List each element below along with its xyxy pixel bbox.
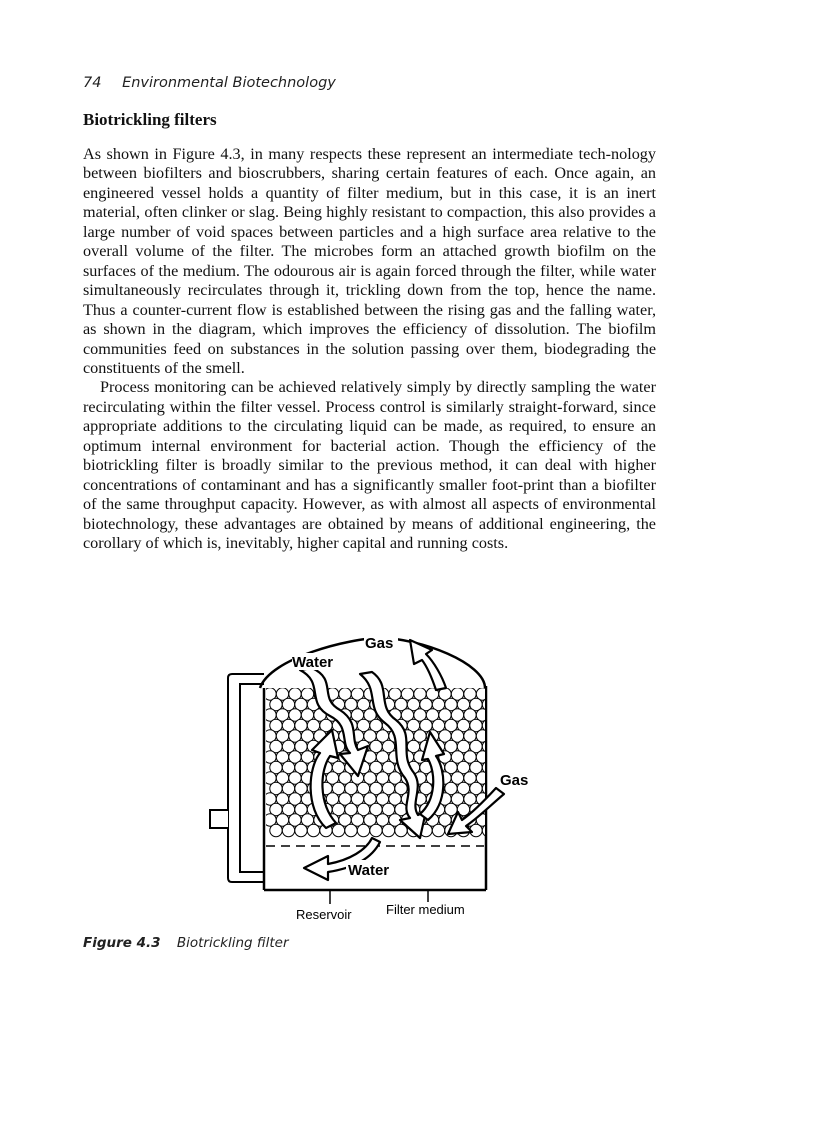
caption-label: Figure 4.3 [83,935,161,951]
medium-particle [332,824,344,836]
caption-text: Biotrickling filter [176,935,289,951]
recirculation-pipe-inner [240,684,264,872]
body-text [83,145,656,554]
medium-particle [295,824,307,836]
medium-particle [482,824,494,836]
medium-particle [270,824,282,836]
figure-caption [83,935,289,951]
medium-particle [307,824,319,836]
paragraph-1: As shown in Figure 4.3, in many respects these represent an intermediate tech-nology between biofilters and bioscrubbers, sharing certain features of each. Once again, an engineered vessel holds a quantity of filter medium, but in this case, it is an inert material, often clinker or slag. Being highly resistant to compaction, this also provides a large number of void spaces between particles and a high surface area relative to the overall volume of the filter. The microbes form an attached growth biofilm on the surfaces of the medium. The odourous air is again forced through the filter, while water simultaneously recirculates through it, trickling down from the top, hence the name. Thus a counter-current flow is established between the rising gas and the falling water, as shown in the diagram, which improves the efficiency of dissolution. The biofilm communities feed on substances in the solution passing over them, biodegrading the constituents of the smell. [83,145,656,377]
figure-biotrickling-filter [200,628,540,928]
biotrickling-filter-diagram [200,628,540,928]
label-water-bottom: Water [348,862,390,879]
page-number: 74 [83,75,102,91]
medium-particle [382,824,394,836]
medium-particle [345,824,357,836]
recirculation-pipe-outer [228,674,264,882]
running-head [83,75,336,91]
gas-outlet-arrow [410,640,446,690]
medium-particle [370,824,382,836]
label-filter-medium: Filter medium [386,902,465,917]
section-title: Biotrickling filters [83,110,217,129]
label-water-top: Water [292,654,334,671]
label-gas-top: Gas [365,635,394,652]
label-gas-side: Gas [500,772,529,789]
medium-particle [432,824,444,836]
medium-particle [357,824,369,836]
paragraph-2: Process monitoring can be achieved relatively simply by directly sampling the water recirculating within the filter vessel. Process control is similarly straight-forward, since appropriate additions to the circulating liquid can be made, as required, to ensure an optimum internal environment for bacterial action. Though the efficiency of the biotrickling filter is broadly similar to the previous method, it can deal with higher concentrations of contaminant and has a significantly smaller foot-print than a biofilter of the same throughput capacity. However, as with almost all aspects of environmental biotechnology, these advantages are obtained by means of additional engineering, the corollary of which is, inevitably, higher capital and running costs. [83,378,656,553]
medium-particle [282,824,294,836]
book-title: Environmental Biotechnology [122,75,336,91]
pump-stub [210,810,228,828]
label-reservoir: Reservoir [296,907,352,922]
